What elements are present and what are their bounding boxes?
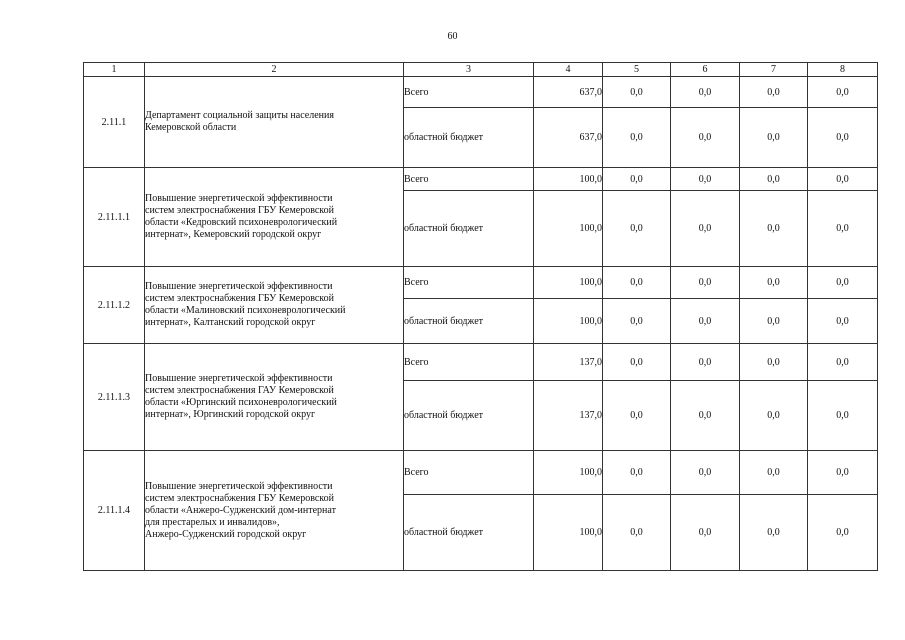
- value-cell: 0,0: [603, 451, 671, 495]
- header-cell: 6: [671, 63, 740, 77]
- value-cell: 0,0: [603, 344, 671, 381]
- header-cell: 8: [808, 63, 878, 77]
- header-cell: 5: [603, 63, 671, 77]
- funding-source: областной бюджет: [404, 108, 534, 168]
- value-cell: 0,0: [740, 299, 808, 344]
- row-name: Департамент социальной защиты населения Кемеровской области: [145, 77, 404, 168]
- value-cell: 100,0: [534, 168, 603, 191]
- value-cell: 0,0: [808, 168, 878, 191]
- value-cell: 0,0: [740, 77, 808, 108]
- value-cell: 100,0: [534, 267, 603, 299]
- row-code: 2.11.1: [84, 77, 145, 168]
- table-row: [84, 344, 878, 381]
- value-cell: 0,0: [808, 344, 878, 381]
- funding-source: областной бюджет: [404, 299, 534, 344]
- table-row: [84, 451, 878, 495]
- value-cell: 0,0: [671, 344, 740, 381]
- value-cell: 0,0: [671, 108, 740, 168]
- value-cell: 100,0: [534, 191, 603, 267]
- value-cell: 0,0: [740, 344, 808, 381]
- value-cell: 0,0: [603, 495, 671, 571]
- value-cell: 0,0: [603, 191, 671, 267]
- value-cell: 0,0: [603, 168, 671, 191]
- header-cell: 2: [145, 63, 404, 77]
- value-cell: 100,0: [534, 299, 603, 344]
- row-name: Повышение энергетической эффективности систем электроснабжения ГБУ Кемеровской области «Анжеро-Судженский дом-интернат для престарелых и инвалидов», Анжеро-Судженский городской округ: [145, 451, 404, 571]
- value-cell: 0,0: [740, 191, 808, 267]
- value-cell: 100,0: [534, 451, 603, 495]
- value-cell: 0,0: [740, 168, 808, 191]
- value-cell: 0,0: [603, 381, 671, 451]
- value-cell: 0,0: [740, 108, 808, 168]
- value-cell: 100,0: [534, 495, 603, 571]
- header-cell: 1: [84, 63, 145, 77]
- value-cell: 0,0: [808, 267, 878, 299]
- value-cell: 0,0: [671, 451, 740, 495]
- row-code: 2.11.1.4: [84, 451, 145, 571]
- value-cell: 0,0: [671, 299, 740, 344]
- budget-table: [83, 62, 878, 571]
- value-cell: 637,0: [534, 77, 603, 108]
- value-cell: 0,0: [671, 191, 740, 267]
- row-code: 2.11.1.3: [84, 344, 145, 451]
- value-cell: 0,0: [603, 267, 671, 299]
- funding-source: областной бюджет: [404, 495, 534, 571]
- header-cell: 7: [740, 63, 808, 77]
- funding-source: областной бюджет: [404, 191, 534, 267]
- funding-source: Всего: [404, 344, 534, 381]
- value-cell: 0,0: [740, 381, 808, 451]
- header-cell: 3: [404, 63, 534, 77]
- value-cell: 0,0: [671, 381, 740, 451]
- value-cell: 0,0: [671, 495, 740, 571]
- value-cell: 137,0: [534, 344, 603, 381]
- funding-source: областной бюджет: [404, 381, 534, 451]
- row-name: Повышение энергетической эффективности систем электроснабжения ГБУ Кемеровской области «Кедровский психоневрологический интернат», Кемеровский городской округ: [145, 168, 404, 267]
- table-row: [84, 267, 878, 299]
- table-row: [84, 77, 878, 108]
- value-cell: 0,0: [808, 77, 878, 108]
- funding-source: Всего: [404, 267, 534, 299]
- value-cell: 0,0: [808, 108, 878, 168]
- value-cell: 0,0: [808, 299, 878, 344]
- row-code: 2.11.1.1: [84, 168, 145, 267]
- row-name: Повышение энергетической эффективности систем электроснабжения ГБУ Кемеровской области «Малиновский психоневрологический интернат», Калтанский городской округ: [145, 267, 404, 344]
- value-cell: 0,0: [740, 267, 808, 299]
- value-cell: 637,0: [534, 108, 603, 168]
- value-cell: 0,0: [603, 108, 671, 168]
- value-cell: 0,0: [740, 451, 808, 495]
- row-name: Повышение энергетической эффективности систем электроснабжения ГАУ Кемеровской области «Юргинский психоневрологический интернат», Юргинский городской округ: [145, 344, 404, 451]
- header-row: [84, 63, 878, 77]
- page-number: 60: [447, 31, 458, 42]
- value-cell: 0,0: [808, 451, 878, 495]
- value-cell: 0,0: [603, 77, 671, 108]
- funding-source: Всего: [404, 451, 534, 495]
- table-row: [84, 168, 878, 191]
- value-cell: 0,0: [808, 191, 878, 267]
- funding-source: Всего: [404, 77, 534, 108]
- value-cell: 0,0: [671, 267, 740, 299]
- value-cell: 0,0: [808, 381, 878, 451]
- funding-source: Всего: [404, 168, 534, 191]
- value-cell: 137,0: [534, 381, 603, 451]
- value-cell: 0,0: [603, 299, 671, 344]
- value-cell: 0,0: [808, 495, 878, 571]
- value-cell: 0,0: [740, 495, 808, 571]
- value-cell: 0,0: [671, 168, 740, 191]
- header-cell: 4: [534, 63, 603, 77]
- value-cell: 0,0: [671, 77, 740, 108]
- row-code: 2.11.1.2: [84, 267, 145, 344]
